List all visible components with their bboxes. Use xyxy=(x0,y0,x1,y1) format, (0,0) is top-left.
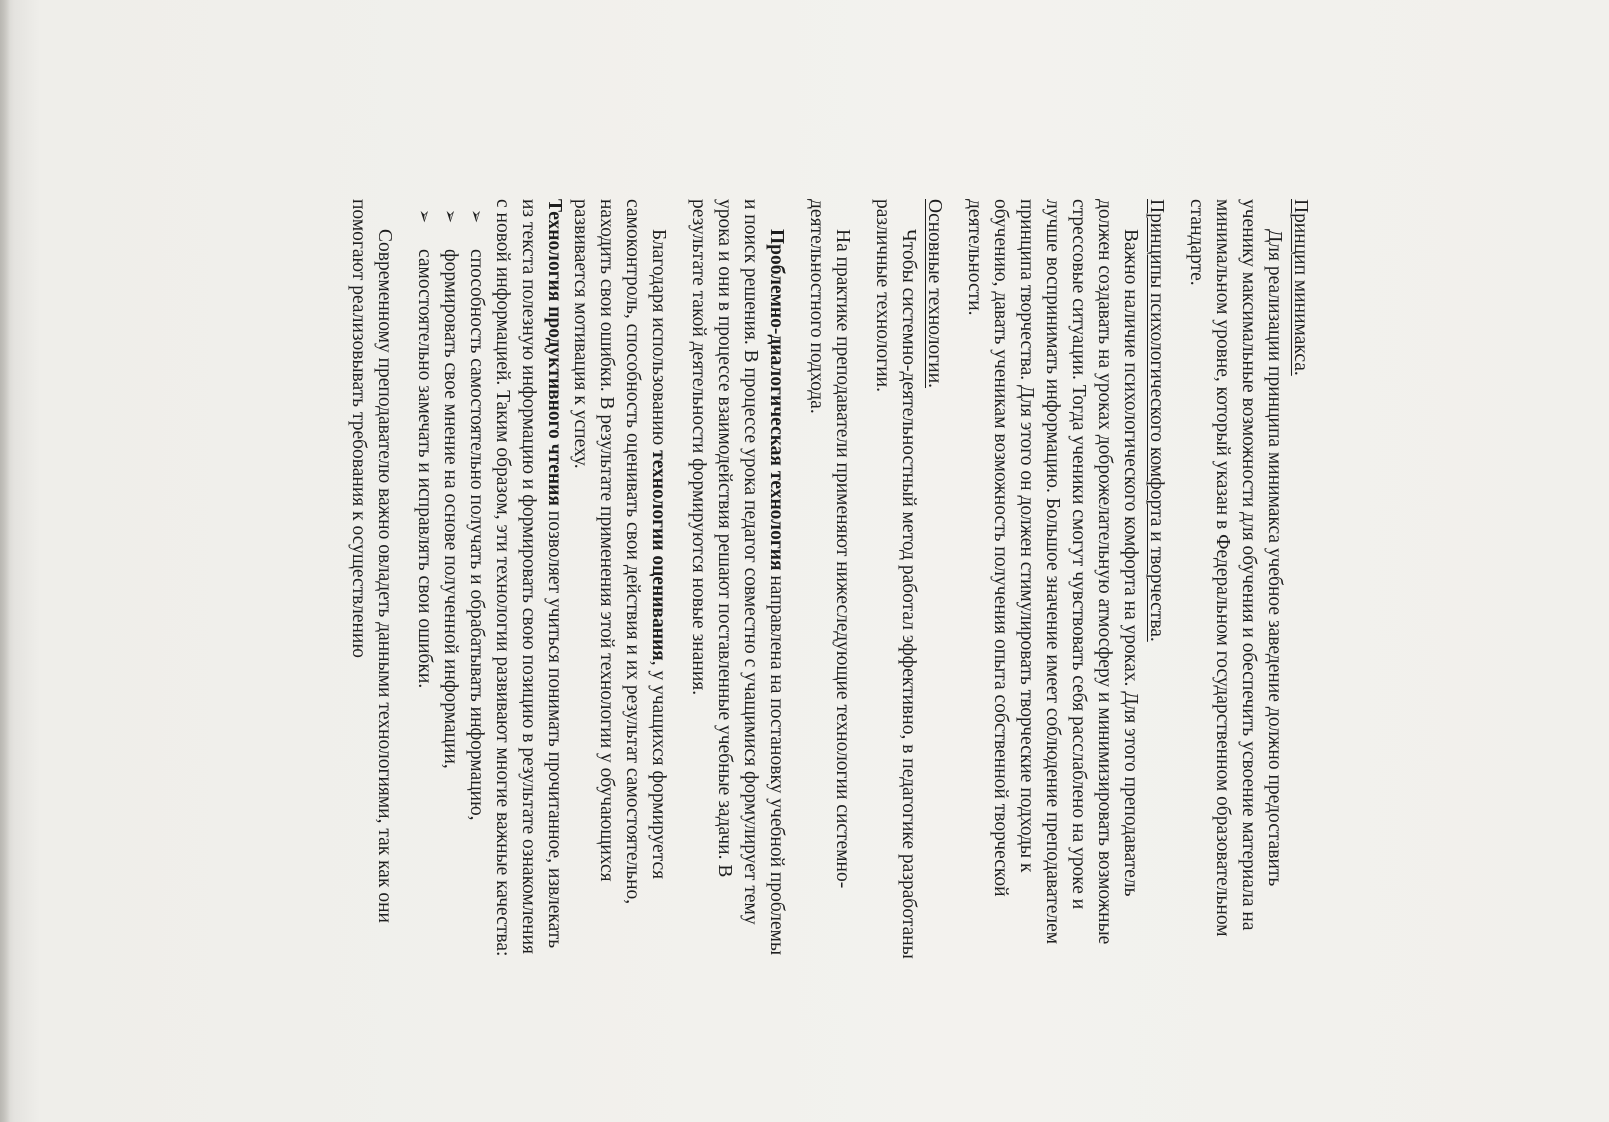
heading-technologies: Основные технологии. xyxy=(924,199,945,389)
page-edge-shadow xyxy=(0,0,10,1122)
heading-comfort: Принципы психологического комфорта и творчества. xyxy=(1146,199,1167,642)
assessment-text: , у учащихся формируется самоконтроль, способность оценивать свои действия и их результат самостоятельно, находить свои ошибки. В результате применения этой технологии у обучающихся развивается мотивация к успеху. xyxy=(570,199,669,905)
problem-dialogue-text: направлена на постановку учебной проблемы и поиск решения. В процессе урока педагог совместно с учащимися формулирует тему урока и они в процессе взаимодействия решают поставленные учебные задачи. В результате такой деятельности формируются новые знания. xyxy=(688,199,787,956)
paragraph-minimax: Для реализации принципа минимакса учебное заведение должно предоставить ученику максимальные возможности для обучения и обеспечить усвоение материала на минимальном уровне, который указан в Федеральном государственном образовательном стандарте. xyxy=(1186,199,1285,937)
rotated-document-page xyxy=(145,61,1465,1061)
paragraph-technologies-intro: Чтобы системно-деятельностный метод работал эффективно, в педагогике разработаны различные технологии. xyxy=(872,199,919,959)
list-item-text: самостоятельно замечать и исправлять свои ошибки. xyxy=(414,249,435,689)
assessment-lead: Благодаря использованию xyxy=(648,229,669,451)
paragraph-comfort: Важно наличие психологического комфорта на уроках. Для этого преподаватель должен создавать на уроках доброжелательную атмосферу и минимизировать возможные стрессовые ситуации. Тогда ученики смогут чувствовать себя расслаблено на уроке и лучше воспринимать информацию. Большое значение имеет соблюдение преподавателем принципа творчества. Для этого он должен стимулировать творческие подходы к обучению, давать ученикам возможность получения опыта собственной творческой деятельности. xyxy=(964,199,1141,945)
paragraph-assessment xyxy=(567,199,671,959)
reading-text: позволяет учиться понимать прочитанное, извлекать из текста полезную информацию и формировать свою позицию в результате ознакомления с новой информацией. Таким образом, эти технологии развивают многие важные качества: xyxy=(492,199,565,957)
term-problem-dialogue: Проблемно-диалогическая технология xyxy=(766,229,787,571)
paragraph-conclusion: Современному преподавателю важно овладеть данными технологиями, так как они помогают реализовывать требования к осуществлению xyxy=(348,199,395,923)
heading-minimax: Принцип минимакса. xyxy=(1290,199,1311,376)
page-content xyxy=(345,199,1313,959)
paragraph-problem-dialogue xyxy=(685,199,789,959)
term-assessment: технологии оценивания xyxy=(648,450,669,661)
list-item xyxy=(437,199,463,959)
term-productive-reading: Технология продуктивного чтения xyxy=(544,199,565,506)
paragraph-practice: На практике преподаватели применяют нижеследующие технологии системно-деятельностного подхода. xyxy=(806,199,853,889)
qualities-list xyxy=(411,199,489,959)
list-item xyxy=(411,199,437,959)
checkmark-arrow-icon: ➢ xyxy=(466,209,486,224)
paragraph-reading xyxy=(489,199,567,959)
checkmark-arrow-icon: ➢ xyxy=(440,209,460,224)
list-item xyxy=(463,199,489,959)
list-item-text: способность самостоятельно получать и обрабатывать информацию, xyxy=(466,249,487,821)
list-item-text: формировать свое мнение на основе полученной информации, xyxy=(440,249,461,769)
checkmark-arrow-icon: ➢ xyxy=(414,209,434,224)
